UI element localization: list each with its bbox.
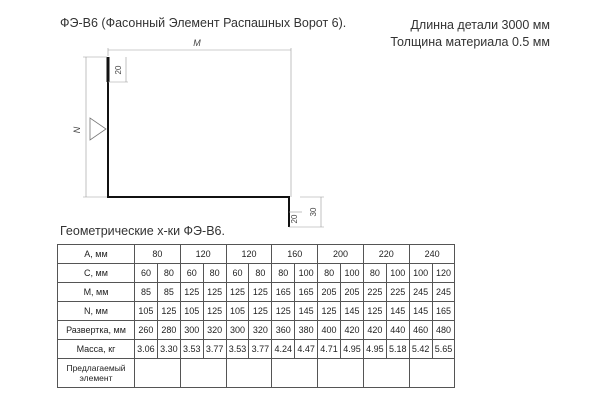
table-cell: 80 bbox=[157, 264, 180, 283]
element-cell bbox=[226, 359, 272, 388]
table-cell: 380 bbox=[295, 321, 318, 340]
table-cell: 120 bbox=[180, 245, 226, 264]
table-row-m bbox=[58, 283, 455, 302]
table-cell: 120 bbox=[226, 245, 272, 264]
element-cell bbox=[135, 359, 181, 388]
table-cell: 165 bbox=[432, 302, 455, 321]
table-cell: 245 bbox=[432, 283, 455, 302]
table-cell: 3.06 bbox=[135, 340, 158, 359]
element-label-line2: элемент bbox=[79, 373, 113, 383]
table-cell: 4.95 bbox=[363, 340, 386, 359]
row-label: М, мм bbox=[58, 283, 135, 302]
table-cell: 245 bbox=[409, 283, 432, 302]
table-cell: 5.18 bbox=[386, 340, 409, 359]
table-cell: 360 bbox=[272, 321, 295, 340]
table-cell: 145 bbox=[295, 302, 318, 321]
table-cell: 160 bbox=[272, 245, 318, 264]
table-cell: 3.77 bbox=[203, 340, 226, 359]
geometry-table bbox=[57, 244, 455, 388]
table-cell: 280 bbox=[157, 321, 180, 340]
table-cell: 3.53 bbox=[226, 340, 249, 359]
table-cell: 440 bbox=[386, 321, 409, 340]
row-label: Масса, кг bbox=[58, 340, 135, 359]
table-row-a bbox=[58, 245, 455, 264]
element-cell bbox=[363, 359, 409, 388]
table-cell: 80 bbox=[135, 245, 181, 264]
table-cell: 80 bbox=[203, 264, 226, 283]
table-cell: 100 bbox=[386, 264, 409, 283]
row-label: Развертка, мм bbox=[58, 321, 135, 340]
table-cell: 5.65 bbox=[432, 340, 455, 359]
table-cell: 125 bbox=[203, 283, 226, 302]
table-cell: 105 bbox=[135, 302, 158, 321]
table-cell: 145 bbox=[409, 302, 432, 321]
detail-length: Длинна детали 3000 мм bbox=[410, 18, 550, 32]
table-cell: 300 bbox=[226, 321, 249, 340]
table-cell: 220 bbox=[363, 245, 409, 264]
dim-flange-height-label: 30 bbox=[309, 207, 318, 217]
element-cell bbox=[318, 359, 364, 388]
table-cell: 260 bbox=[135, 321, 158, 340]
table-cell: 5.42 bbox=[409, 340, 432, 359]
table-cell: 80 bbox=[272, 264, 295, 283]
table-cell: 125 bbox=[249, 283, 272, 302]
table-cell: 85 bbox=[135, 283, 158, 302]
table-cell: 120 bbox=[432, 264, 455, 283]
table-row-element bbox=[58, 359, 455, 388]
table-cell: 105 bbox=[226, 302, 249, 321]
table-cell: 80 bbox=[363, 264, 386, 283]
dim-n-label: N bbox=[72, 126, 82, 134]
drawing-title: ФЭ-В6 (Фасонный Элемент Распашных Ворот 6). bbox=[60, 16, 347, 30]
row-label: А, мм bbox=[58, 245, 135, 264]
table-cell: 200 bbox=[318, 245, 364, 264]
table-cell: 3.30 bbox=[157, 340, 180, 359]
table-cell: 4.71 bbox=[318, 340, 341, 359]
material-thickness: Толщина материала 0.5 мм bbox=[390, 35, 550, 49]
table-cell: 125 bbox=[226, 283, 249, 302]
table-row-mass bbox=[58, 340, 455, 359]
table-cell: 100 bbox=[295, 264, 318, 283]
element-label-line1: Предлагаемый bbox=[66, 363, 126, 373]
table-cell: 85 bbox=[157, 283, 180, 302]
table-cell: 225 bbox=[386, 283, 409, 302]
table-cell: 420 bbox=[363, 321, 386, 340]
row-label: С, мм bbox=[58, 264, 135, 283]
table-cell: 60 bbox=[135, 264, 158, 283]
table-cell: 125 bbox=[363, 302, 386, 321]
table-row-n bbox=[58, 302, 455, 321]
table-cell: 320 bbox=[203, 321, 226, 340]
table-cell: 125 bbox=[272, 302, 295, 321]
table-cell: 4.95 bbox=[341, 340, 364, 359]
table-cell: 205 bbox=[318, 283, 341, 302]
table-cell: 400 bbox=[318, 321, 341, 340]
table-cell: 100 bbox=[341, 264, 364, 283]
table-cell: 460 bbox=[409, 321, 432, 340]
table-cell: 165 bbox=[295, 283, 318, 302]
table-cell: 125 bbox=[157, 302, 180, 321]
row-label: N, мм bbox=[58, 302, 135, 321]
table-row-unfold bbox=[58, 321, 455, 340]
table-cell: 60 bbox=[226, 264, 249, 283]
table-cell: 4.47 bbox=[295, 340, 318, 359]
table-row-c bbox=[58, 264, 455, 283]
table-cell: 80 bbox=[318, 264, 341, 283]
table-cell: 80 bbox=[249, 264, 272, 283]
table-cell: 125 bbox=[203, 302, 226, 321]
table-cell: 165 bbox=[272, 283, 295, 302]
table-cell: 145 bbox=[341, 302, 364, 321]
table-cell: 3.53 bbox=[180, 340, 203, 359]
dim-flange-width-label: 20 bbox=[290, 214, 299, 224]
table-cell: 420 bbox=[341, 321, 364, 340]
table-cell: 320 bbox=[249, 321, 272, 340]
table-cell: 60 bbox=[180, 264, 203, 283]
direction-arrow-icon bbox=[90, 118, 106, 140]
dim-flange-top-label: 20 bbox=[114, 65, 123, 75]
table-cell: 240 bbox=[409, 245, 455, 264]
row-label-element bbox=[58, 359, 135, 388]
table-cell: 100 bbox=[409, 264, 432, 283]
table-cell: 300 bbox=[180, 321, 203, 340]
table-cell: 225 bbox=[363, 283, 386, 302]
table-cell: 105 bbox=[180, 302, 203, 321]
element-cell bbox=[409, 359, 455, 388]
table-cell: 125 bbox=[249, 302, 272, 321]
dim-m-label: M bbox=[193, 38, 201, 48]
table-cell: 4.24 bbox=[272, 340, 295, 359]
table-cell: 480 bbox=[432, 321, 455, 340]
element-cell bbox=[272, 359, 318, 388]
table-title: Геометрические х-ки ФЭ-В6. bbox=[60, 224, 225, 238]
table-cell: 205 bbox=[341, 283, 364, 302]
profile-outline bbox=[108, 57, 289, 227]
element-cell bbox=[180, 359, 226, 388]
table-cell: 125 bbox=[318, 302, 341, 321]
table-cell: 145 bbox=[386, 302, 409, 321]
table-cell: 125 bbox=[180, 283, 203, 302]
table-cell: 3.77 bbox=[249, 340, 272, 359]
